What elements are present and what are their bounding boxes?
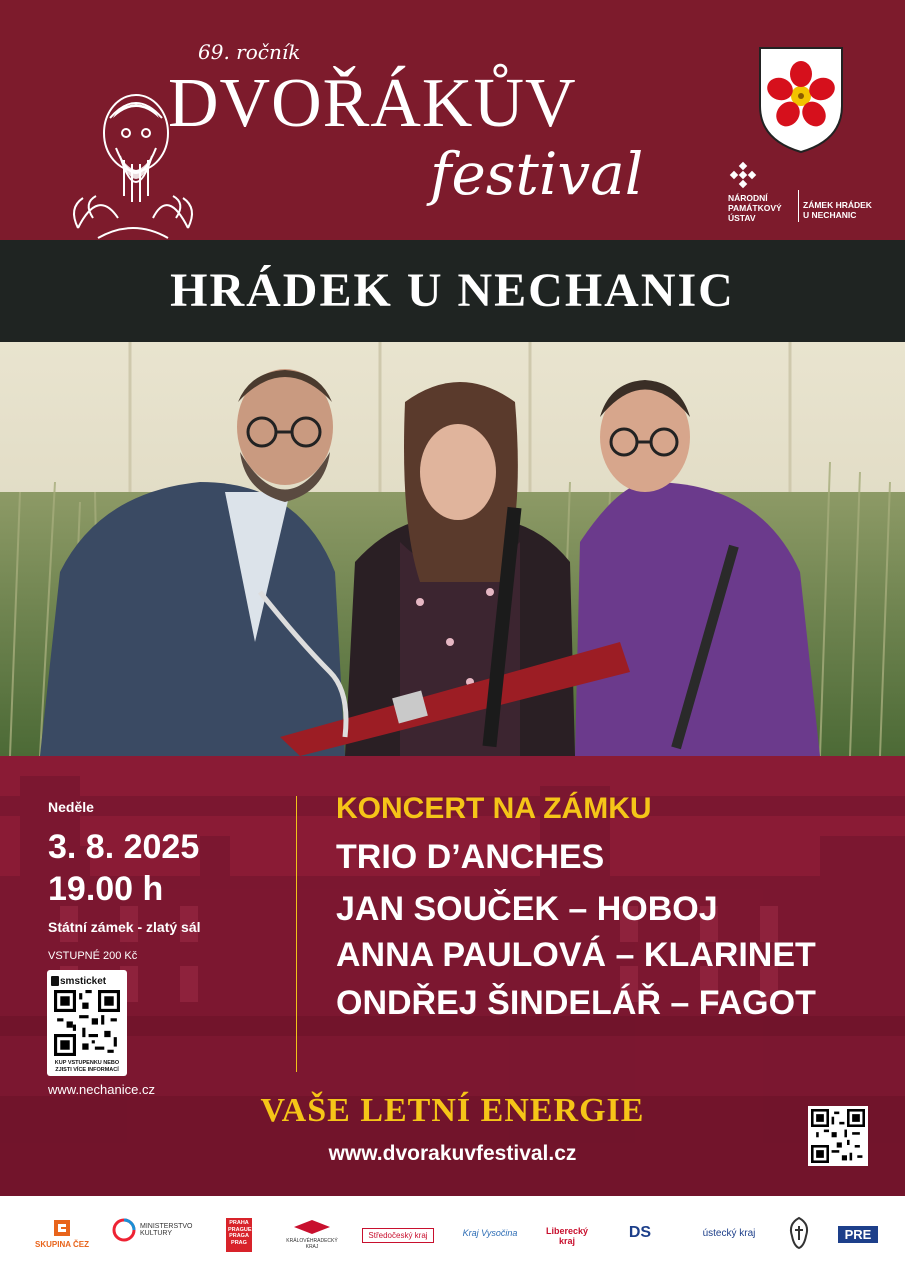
partner-label: ústecký kraj [702, 1228, 756, 1239]
event-day: Neděle [48, 799, 94, 815]
event-time: 19.00 h [48, 870, 164, 908]
hradec-logo-icon [282, 1218, 342, 1258]
event-info-section [0, 756, 905, 1196]
npu-logo-icon [728, 160, 758, 190]
festival-subtitle: festival [430, 140, 644, 208]
stredocesky-logo-icon [362, 1228, 434, 1268]
partner-label: Kraj Vysočina [462, 1228, 518, 1238]
venue-band [0, 240, 905, 342]
ministry-logo-icon [112, 1218, 197, 1258]
partner-label: MINISTERSTVO KULTURY [140, 1223, 193, 1237]
castle-name: ZÁMEK HRÁDEK U NECHANIC [803, 200, 872, 220]
ds-logo-icon [620, 1224, 660, 1264]
festival-qr-card[interactable] [808, 1106, 868, 1166]
partner-label: SKUPINA ČEZ [35, 1240, 89, 1249]
trio-photo [0, 342, 905, 756]
festival-header [0, 0, 905, 240]
performer-line: ONDŘEJ ŠINDELÁŘ – FAGOT [336, 984, 816, 1022]
cez-logo-icon [32, 1218, 92, 1258]
partner-label: PRAHA PRAGUE PRAGA PRAG [226, 1218, 252, 1252]
ustecky-logo-icon [694, 1228, 764, 1268]
venue-title: HRÁDEK U NECHANIC [170, 264, 735, 317]
festival-website-link[interactable]: www.dvorakuvfestival.cz [328, 1142, 577, 1165]
festival-title: DVOŘÁKŮV [168, 65, 577, 142]
npu-logo-block [728, 160, 888, 230]
vertical-divider [296, 796, 297, 1072]
event-date: 3. 8. 2025 [48, 828, 200, 866]
partner-logos-strip [0, 1196, 905, 1280]
festival-qr-code-icon[interactable] [811, 1109, 865, 1163]
emblem-logo-icon [784, 1216, 814, 1256]
pre-logo-icon [838, 1226, 878, 1266]
ticket-qr-code-icon[interactable] [54, 990, 120, 1056]
partner-label: KRÁLOVÉHRADECKÝ KRAJ [286, 1238, 338, 1250]
event-place: Státní zámek - zlatý sál [48, 919, 201, 935]
concert-title: KONCERT NA ZÁMKU [336, 792, 652, 825]
npu-divider [798, 190, 799, 222]
admission-price: VSTUPNÉ 200 Kč [48, 950, 138, 962]
partner-label: PRE [838, 1226, 878, 1243]
ticket-brand: smsticket [60, 976, 107, 987]
performer-line: TRIO D’ANCHES [336, 838, 605, 876]
town-website-link[interactable]: www.nechanice.cz [48, 1082, 155, 1097]
performer-line: JAN SOUČEK – HOBOJ [336, 890, 718, 928]
slogan: VAŠE LETNÍ ENERGIE [260, 1092, 645, 1129]
partner-label: Středočeský kraj [362, 1228, 434, 1243]
ticket-qr-card[interactable] [47, 970, 127, 1076]
liberec-logo-icon [542, 1226, 592, 1266]
npu-name: NÁRODNÍ PAMÁTKOVÝ ÚSTAV [728, 193, 782, 223]
town-crest-icon [756, 44, 846, 154]
partner-label: DS [628, 1224, 652, 1241]
partner-label: Liberecký kraj [545, 1226, 589, 1246]
prague-logo-icon [226, 1218, 254, 1258]
edition-label: 69. ročník [198, 40, 301, 64]
phone-icon [51, 976, 59, 986]
ticket-note: KUP VSTUPENKU NEBO ZJISTI VÍCE INFORMACÍ [54, 1060, 120, 1073]
performer-line: ANNA PAULOVÁ – KLARINET [336, 936, 816, 974]
vysocina-logo-icon [460, 1228, 520, 1268]
